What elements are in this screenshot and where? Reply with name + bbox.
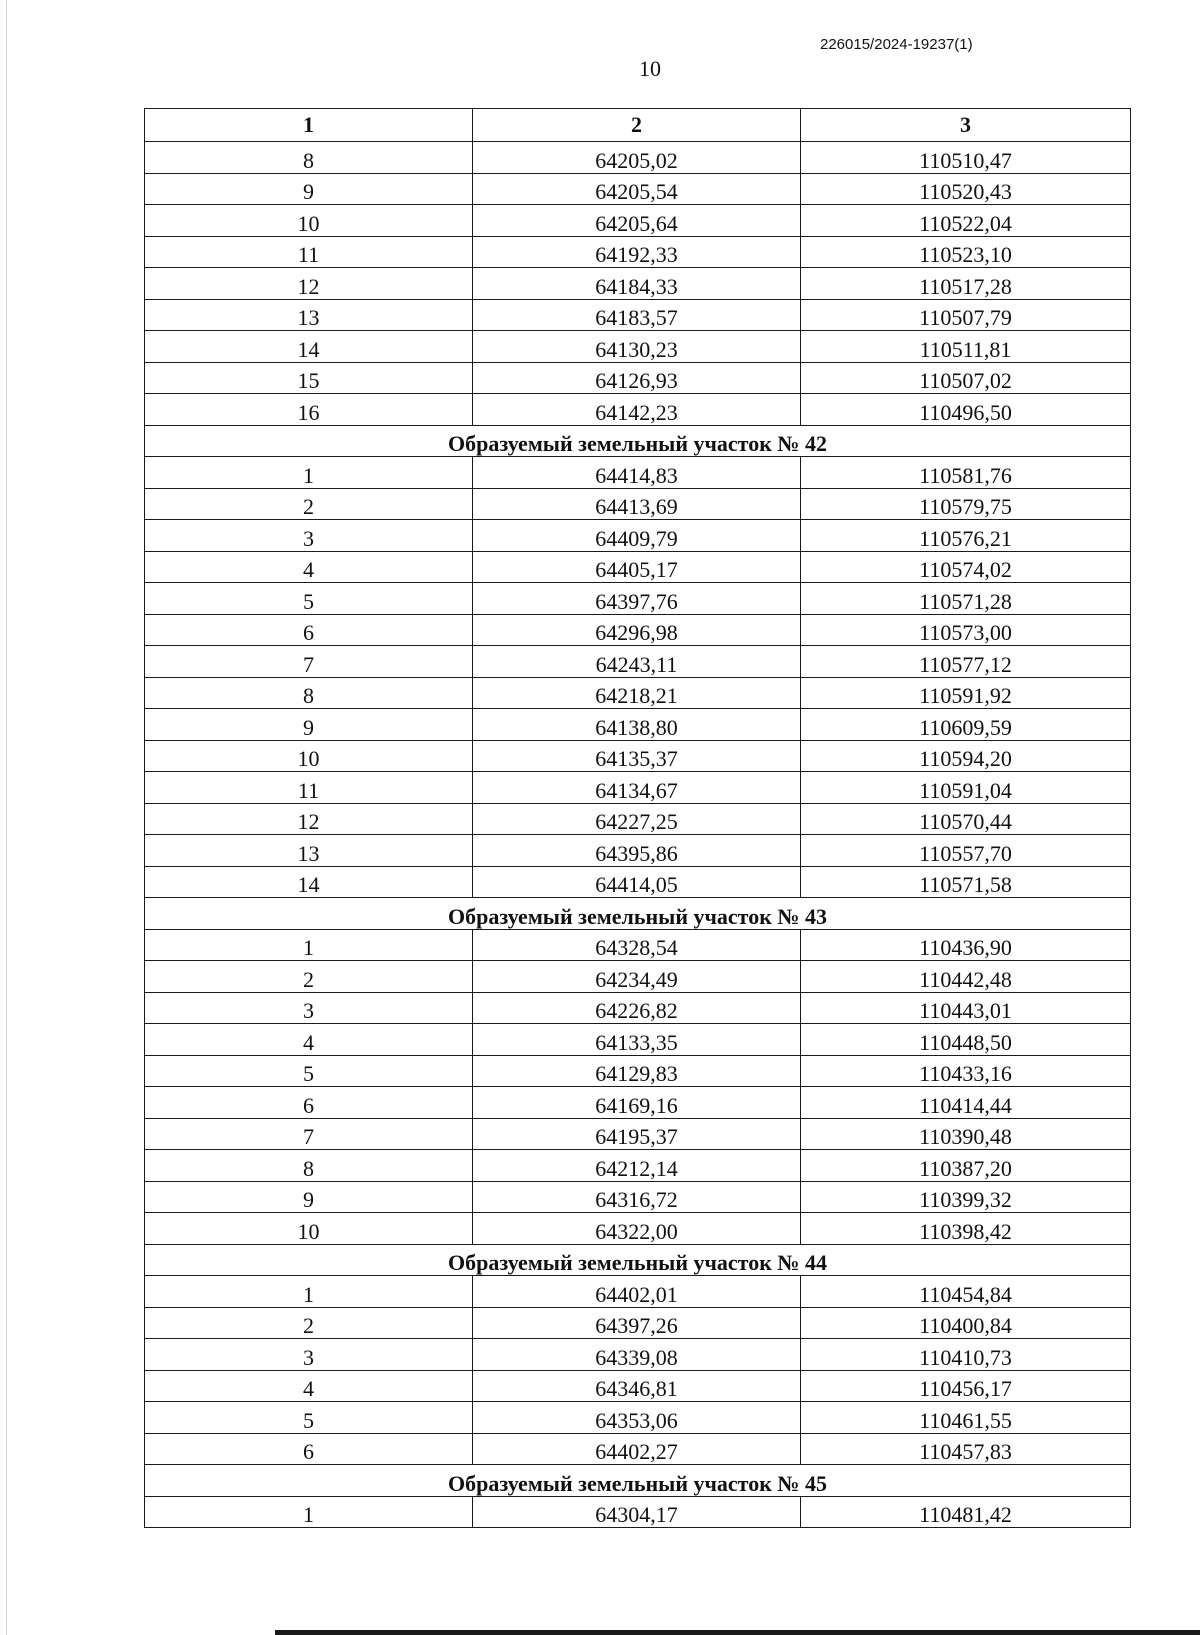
- x-coordinate-cell: 64226,82: [473, 992, 801, 1024]
- table-row: [145, 772, 1131, 804]
- scan-bottom-edge: [275, 1630, 1200, 1635]
- point-number-cell: 7: [145, 1118, 473, 1150]
- y-coordinate-cell: 110507,02: [801, 362, 1131, 394]
- section-title: Образуемый земельный участок № 43: [145, 898, 1131, 930]
- y-coordinate-cell: 110576,21: [801, 520, 1131, 552]
- table-row: [145, 835, 1131, 867]
- x-coordinate-cell: 64169,16: [473, 1087, 801, 1119]
- x-coordinate-cell: 64212,14: [473, 1150, 801, 1182]
- x-coordinate-cell: 64414,83: [473, 457, 801, 489]
- point-number-cell: 10: [145, 740, 473, 772]
- point-number-cell: 10: [145, 1213, 473, 1245]
- x-coordinate-cell: 64195,37: [473, 1118, 801, 1150]
- x-coordinate-cell: 64402,27: [473, 1433, 801, 1465]
- point-number-cell: 1: [145, 457, 473, 489]
- point-number-cell: 2: [145, 961, 473, 993]
- section-title-row: [145, 1244, 1131, 1276]
- x-coordinate-cell: 64218,21: [473, 677, 801, 709]
- table-row: [145, 299, 1131, 331]
- table-row: [145, 362, 1131, 394]
- section-title-row: [145, 425, 1131, 457]
- y-coordinate-cell: 110511,81: [801, 331, 1131, 363]
- x-coordinate-cell: 64134,67: [473, 772, 801, 804]
- table-row: [145, 992, 1131, 1024]
- table-row: [145, 205, 1131, 237]
- point-number-cell: 3: [145, 1339, 473, 1371]
- coordinates-table: [144, 108, 1131, 1528]
- x-coordinate-cell: 64322,00: [473, 1213, 801, 1245]
- point-number-cell: 13: [145, 299, 473, 331]
- x-coordinate-cell: 64328,54: [473, 929, 801, 961]
- table-row: [145, 1276, 1131, 1308]
- point-number-cell: 11: [145, 772, 473, 804]
- x-coordinate-cell: 64339,08: [473, 1339, 801, 1371]
- x-coordinate-cell: 64142,23: [473, 394, 801, 426]
- document-id: 226015/2024-19237(1): [820, 36, 973, 53]
- column-header: 2: [473, 109, 801, 142]
- point-number-cell: 10: [145, 205, 473, 237]
- point-number-cell: 9: [145, 173, 473, 205]
- x-coordinate-cell: 64414,05: [473, 866, 801, 898]
- y-coordinate-cell: 110436,90: [801, 929, 1131, 961]
- point-number-cell: 4: [145, 1370, 473, 1402]
- x-coordinate-cell: 64205,64: [473, 205, 801, 237]
- point-number-cell: 8: [145, 142, 473, 174]
- y-coordinate-cell: 110454,84: [801, 1276, 1131, 1308]
- x-coordinate-cell: 64129,83: [473, 1055, 801, 1087]
- point-number-cell: 1: [145, 1276, 473, 1308]
- point-number-cell: 4: [145, 1024, 473, 1056]
- table-row: [145, 142, 1131, 174]
- y-coordinate-cell: 110461,55: [801, 1402, 1131, 1434]
- x-coordinate-cell: 64395,86: [473, 835, 801, 867]
- y-coordinate-cell: 110457,83: [801, 1433, 1131, 1465]
- table-row: [145, 551, 1131, 583]
- table-row: [145, 677, 1131, 709]
- y-coordinate-cell: 110442,48: [801, 961, 1131, 993]
- y-coordinate-cell: 110570,44: [801, 803, 1131, 835]
- point-number-cell: 7: [145, 646, 473, 678]
- point-number-cell: 9: [145, 709, 473, 741]
- y-coordinate-cell: 110448,50: [801, 1024, 1131, 1056]
- table-row: [145, 457, 1131, 489]
- column-header: 3: [801, 109, 1131, 142]
- table-row: [145, 1402, 1131, 1434]
- y-coordinate-cell: 110399,32: [801, 1181, 1131, 1213]
- table-row: [145, 331, 1131, 363]
- y-coordinate-cell: 110507,79: [801, 299, 1131, 331]
- y-coordinate-cell: 110557,70: [801, 835, 1131, 867]
- table-row: [145, 1496, 1131, 1528]
- x-coordinate-cell: 64184,33: [473, 268, 801, 300]
- table-row: [145, 740, 1131, 772]
- table-row: [145, 1087, 1131, 1119]
- y-coordinate-cell: 110520,43: [801, 173, 1131, 205]
- column-header: 1: [145, 109, 473, 142]
- point-number-cell: 16: [145, 394, 473, 426]
- table-row: [145, 488, 1131, 520]
- table-row: [145, 866, 1131, 898]
- y-coordinate-cell: 110581,76: [801, 457, 1131, 489]
- table-row: [145, 1181, 1131, 1213]
- x-coordinate-cell: 64130,23: [473, 331, 801, 363]
- y-coordinate-cell: 110510,47: [801, 142, 1131, 174]
- table-body: [145, 142, 1131, 1528]
- table-row: [145, 961, 1131, 993]
- y-coordinate-cell: 110398,42: [801, 1213, 1131, 1245]
- point-number-cell: 13: [145, 835, 473, 867]
- point-number-cell: 5: [145, 583, 473, 615]
- table-row: [145, 1307, 1131, 1339]
- y-coordinate-cell: 110387,20: [801, 1150, 1131, 1182]
- x-coordinate-cell: 64397,26: [473, 1307, 801, 1339]
- y-coordinate-cell: 110591,04: [801, 772, 1131, 804]
- y-coordinate-cell: 110591,92: [801, 677, 1131, 709]
- x-coordinate-cell: 64192,33: [473, 236, 801, 268]
- point-number-cell: 4: [145, 551, 473, 583]
- table-header-row: [145, 109, 1131, 142]
- section-title-row: [145, 898, 1131, 930]
- table-row: [145, 1433, 1131, 1465]
- table-row: [145, 583, 1131, 615]
- y-coordinate-cell: 110571,28: [801, 583, 1131, 615]
- x-coordinate-cell: 64243,11: [473, 646, 801, 678]
- point-number-cell: 12: [145, 268, 473, 300]
- y-coordinate-cell: 110390,48: [801, 1118, 1131, 1150]
- x-coordinate-cell: 64346,81: [473, 1370, 801, 1402]
- y-coordinate-cell: 110573,00: [801, 614, 1131, 646]
- x-coordinate-cell: 64397,76: [473, 583, 801, 615]
- point-number-cell: 9: [145, 1181, 473, 1213]
- x-coordinate-cell: 64227,25: [473, 803, 801, 835]
- y-coordinate-cell: 110594,20: [801, 740, 1131, 772]
- x-coordinate-cell: 64205,02: [473, 142, 801, 174]
- point-number-cell: 6: [145, 1087, 473, 1119]
- table-row: [145, 236, 1131, 268]
- table-row: [145, 709, 1131, 741]
- table-row: [145, 1024, 1131, 1056]
- y-coordinate-cell: 110574,02: [801, 551, 1131, 583]
- x-coordinate-cell: 64413,69: [473, 488, 801, 520]
- table-row: [145, 1118, 1131, 1150]
- section-title: Образуемый земельный участок № 45: [145, 1465, 1131, 1497]
- point-number-cell: 12: [145, 803, 473, 835]
- x-coordinate-cell: 64405,17: [473, 551, 801, 583]
- x-coordinate-cell: 64304,17: [473, 1496, 801, 1528]
- table-row: [145, 394, 1131, 426]
- point-number-cell: 1: [145, 929, 473, 961]
- y-coordinate-cell: 110571,58: [801, 866, 1131, 898]
- x-coordinate-cell: 64138,80: [473, 709, 801, 741]
- y-coordinate-cell: 110456,17: [801, 1370, 1131, 1402]
- x-coordinate-cell: 64205,54: [473, 173, 801, 205]
- page-number: 10: [639, 56, 661, 81]
- y-coordinate-cell: 110414,44: [801, 1087, 1131, 1119]
- point-number-cell: 14: [145, 866, 473, 898]
- table-row: [145, 1150, 1131, 1182]
- point-number-cell: 5: [145, 1055, 473, 1087]
- point-number-cell: 15: [145, 362, 473, 394]
- table-row: [145, 803, 1131, 835]
- x-coordinate-cell: 64126,93: [473, 362, 801, 394]
- section-title: Образуемый земельный участок № 42: [145, 425, 1131, 457]
- table-row: [145, 646, 1131, 678]
- y-coordinate-cell: 110579,75: [801, 488, 1131, 520]
- point-number-cell: 11: [145, 236, 473, 268]
- x-coordinate-cell: 64234,49: [473, 961, 801, 993]
- x-coordinate-cell: 64135,37: [473, 740, 801, 772]
- point-number-cell: 3: [145, 992, 473, 1024]
- table-row: [145, 1055, 1131, 1087]
- y-coordinate-cell: 110517,28: [801, 268, 1131, 300]
- y-coordinate-cell: 110443,01: [801, 992, 1131, 1024]
- x-coordinate-cell: 64316,72: [473, 1181, 801, 1213]
- point-number-cell: 2: [145, 1307, 473, 1339]
- point-number-cell: 6: [145, 614, 473, 646]
- table-row: [145, 929, 1131, 961]
- y-coordinate-cell: 110410,73: [801, 1339, 1131, 1371]
- section-title-row: [145, 1465, 1131, 1497]
- y-coordinate-cell: 110481,42: [801, 1496, 1131, 1528]
- y-coordinate-cell: 110400,84: [801, 1307, 1131, 1339]
- scan-edge-line: [6, 0, 7, 1635]
- section-title: Образуемый земельный участок № 44: [145, 1244, 1131, 1276]
- y-coordinate-cell: 110523,10: [801, 236, 1131, 268]
- x-coordinate-cell: 64402,01: [473, 1276, 801, 1308]
- x-coordinate-cell: 64353,06: [473, 1402, 801, 1434]
- point-number-cell: 8: [145, 677, 473, 709]
- y-coordinate-cell: 110496,50: [801, 394, 1131, 426]
- table-row: [145, 1370, 1131, 1402]
- point-number-cell: 14: [145, 331, 473, 363]
- point-number-cell: 3: [145, 520, 473, 552]
- point-number-cell: 1: [145, 1496, 473, 1528]
- x-coordinate-cell: 64183,57: [473, 299, 801, 331]
- point-number-cell: 2: [145, 488, 473, 520]
- y-coordinate-cell: 110433,16: [801, 1055, 1131, 1087]
- point-number-cell: 8: [145, 1150, 473, 1182]
- point-number-cell: 6: [145, 1433, 473, 1465]
- y-coordinate-cell: 110577,12: [801, 646, 1131, 678]
- x-coordinate-cell: 64133,35: [473, 1024, 801, 1056]
- x-coordinate-cell: 64296,98: [473, 614, 801, 646]
- table-row: [145, 520, 1131, 552]
- table-row: [145, 1339, 1131, 1371]
- point-number-cell: 5: [145, 1402, 473, 1434]
- table-row: [145, 173, 1131, 205]
- table-row: [145, 1213, 1131, 1245]
- table-row: [145, 614, 1131, 646]
- y-coordinate-cell: 110609,59: [801, 709, 1131, 741]
- x-coordinate-cell: 64409,79: [473, 520, 801, 552]
- y-coordinate-cell: 110522,04: [801, 205, 1131, 237]
- table-row: [145, 268, 1131, 300]
